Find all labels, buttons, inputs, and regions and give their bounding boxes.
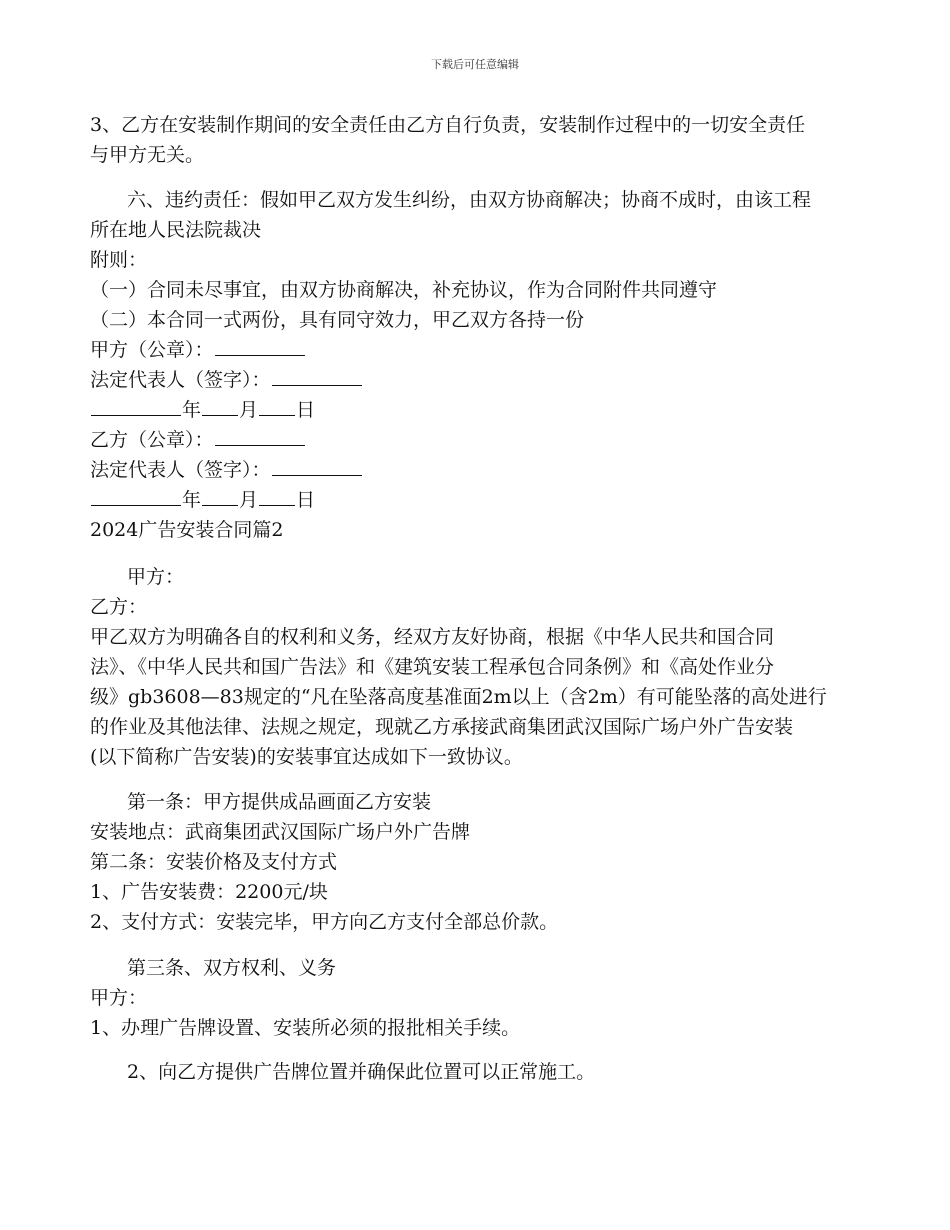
year-blank bbox=[91, 485, 181, 506]
day-label: 日 bbox=[296, 399, 316, 421]
signature-blank bbox=[215, 335, 305, 356]
year-label: 年 bbox=[182, 489, 202, 511]
month-blank bbox=[202, 395, 238, 416]
day-label: 日 bbox=[296, 489, 316, 511]
day-blank bbox=[259, 485, 295, 506]
signature-rep-b bbox=[90, 455, 363, 485]
month-label: 月 bbox=[239, 399, 259, 421]
signature-party-a-label: 甲方（公章）： bbox=[90, 339, 214, 361]
year-label: 年 bbox=[182, 399, 202, 421]
page-header: 下载后可任意编辑 bbox=[431, 58, 519, 71]
signature-rep-b-label: 法定代表人（签字）： bbox=[90, 459, 271, 481]
party-a-duties-label: 甲方： bbox=[90, 987, 148, 1009]
signature-party-a bbox=[90, 335, 306, 365]
install-location: 安装地点：武商集团武汉国际广场户外广告牌 bbox=[90, 821, 471, 843]
party-a-line: 甲方： bbox=[127, 566, 185, 588]
day-blank bbox=[259, 395, 295, 416]
party-a-duty-2: 2、向乙方提供广告牌位置并确保此位置可以正常施工。 bbox=[127, 1061, 596, 1083]
article-2: 第二条：安装价格及支付方式 bbox=[90, 851, 338, 873]
signature-party-b-label: 乙方（公章）： bbox=[90, 429, 214, 451]
breach-line1: 六、违约责任：假如甲乙双方发生纠纷，由双方协商解决；协商不成时，由该工程 bbox=[127, 189, 812, 211]
signature-rep-a bbox=[90, 365, 363, 395]
article-3: 第三条、双方权利、义务 bbox=[127, 957, 337, 979]
signature-blank bbox=[215, 425, 305, 446]
preamble-line4: 的作业及其他法律、法规之规定，现就乙方承接武商集团武汉国际广场户外广告安装 bbox=[90, 716, 794, 738]
date-line-a bbox=[90, 395, 315, 425]
article-1: 第一条：甲方提供成品画面乙方安装 bbox=[127, 791, 432, 813]
appendix-item-1: （一）合同未尽事宜，由双方协商解决，补充协议，作为合同附件共同遵守 bbox=[90, 279, 718, 301]
install-fee: 1、广告安装费：2200元/块 bbox=[90, 881, 328, 903]
breach-line2: 所在地人民法院裁决 bbox=[90, 219, 262, 241]
year-blank bbox=[91, 395, 181, 416]
signature-rep-a-label: 法定代表人（签字）： bbox=[90, 369, 271, 391]
month-blank bbox=[202, 485, 238, 506]
preamble-line3: 级》gb3608—83规定的“凡在坠落高度基准面2m以上（含2m）有可能坠落的高处进行 bbox=[90, 686, 827, 708]
signature-blank bbox=[272, 455, 362, 476]
signature-party-b bbox=[90, 425, 306, 455]
month-label: 月 bbox=[239, 489, 259, 511]
appendix-item-2: （二）本合同一式两份，具有同守效力，甲乙双方各持一份 bbox=[90, 309, 585, 331]
payment-method: 2、支付方式：安装完毕，甲方向乙方支付全部总价款。 bbox=[90, 911, 559, 933]
signature-blank bbox=[272, 365, 362, 386]
party-a-duty-1: 1、办理广告牌设置、安装所必须的报批相关手续。 bbox=[90, 1017, 521, 1039]
party-b-line: 乙方： bbox=[90, 596, 148, 618]
clause-3-line2: 与甲方无关。 bbox=[90, 144, 205, 166]
clause-3-line1: 3、乙方在安装制作期间的安全责任由乙方自行负责，安装制作过程中的一切安全责任 bbox=[90, 114, 806, 136]
preamble-line2: 法》、《中华人民共和国广告法》和《建筑安装工程承包合同条例》和《高处作业分 bbox=[90, 656, 775, 678]
appendix-heading: 附则： bbox=[90, 249, 148, 271]
date-line-b bbox=[90, 485, 315, 515]
preamble-line5: (以下简称广告安装)的安装事宜达成如下一致协议。 bbox=[90, 746, 523, 768]
contract-2-title: 2024广告安装合同篇2 bbox=[90, 519, 284, 541]
preamble-line1: 甲乙双方为明确各自的权利和义务，经双方友好协商，根据《中华人民共和国合同 bbox=[90, 626, 775, 648]
